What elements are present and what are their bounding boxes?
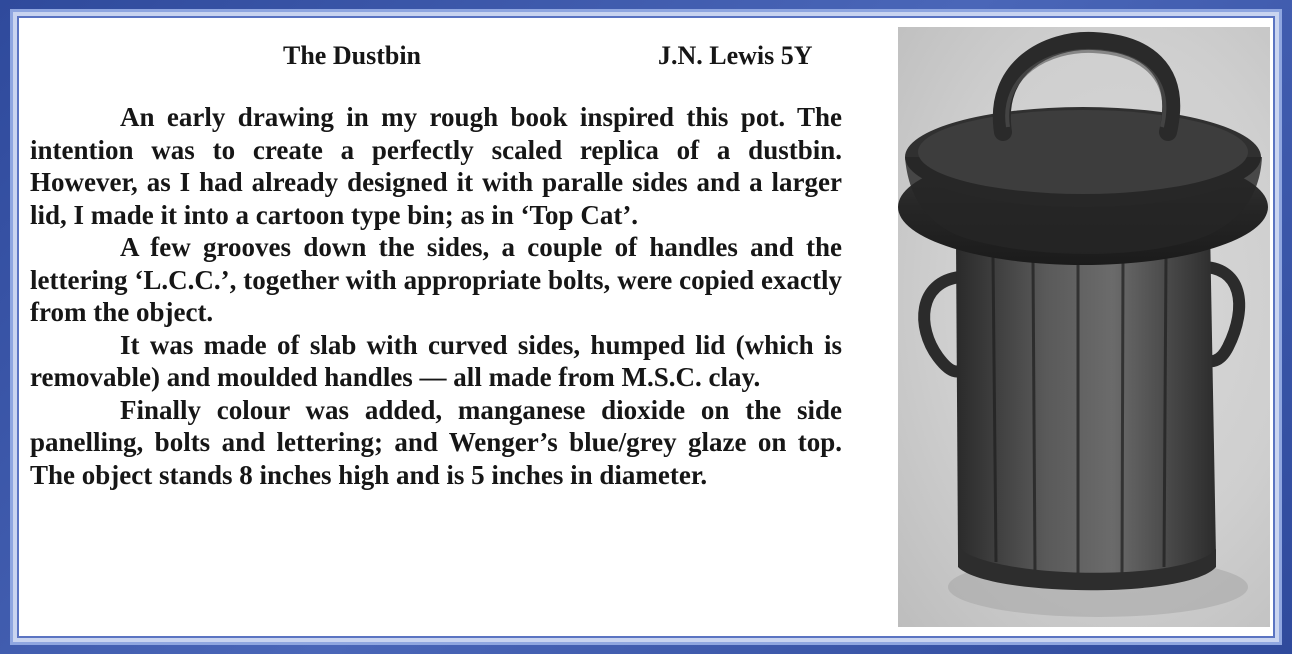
paragraph: It was made of slab with curved sides, humped lid (which is removable) and moulded handles — all made from M.S.C. clay. [30,329,842,392]
article-body [30,101,842,491]
dustbin-photo [898,27,1270,627]
paragraph: An early drawing in my rough book inspired this pot. The intention was to create a perfectly scaled replica of a dustbin. However, as I had already designed it with paralle sides and a larger lid, I made it into a cartoon type bin; as in ‘Top Cat’. [30,102,842,230]
article [30,27,900,627]
article-author: J.N. Lewis 5Y [658,41,813,70]
paragraph: Finally colour was added, manganese dioxide on the side panelling, bolts and lettering; and Wenger’s blue/grey glaze on top. The object stands 8 inches high and is 5 inches in diameter. [30,394,842,490]
dustbin-illustration [898,27,1270,627]
paragraph: A few grooves down the sides, a couple of handles and the lettering ‘L.C.C.’, together with appropriate bolts, were copied exactly from the object. [30,232,842,327]
article-title: The Dustbin [283,41,421,70]
